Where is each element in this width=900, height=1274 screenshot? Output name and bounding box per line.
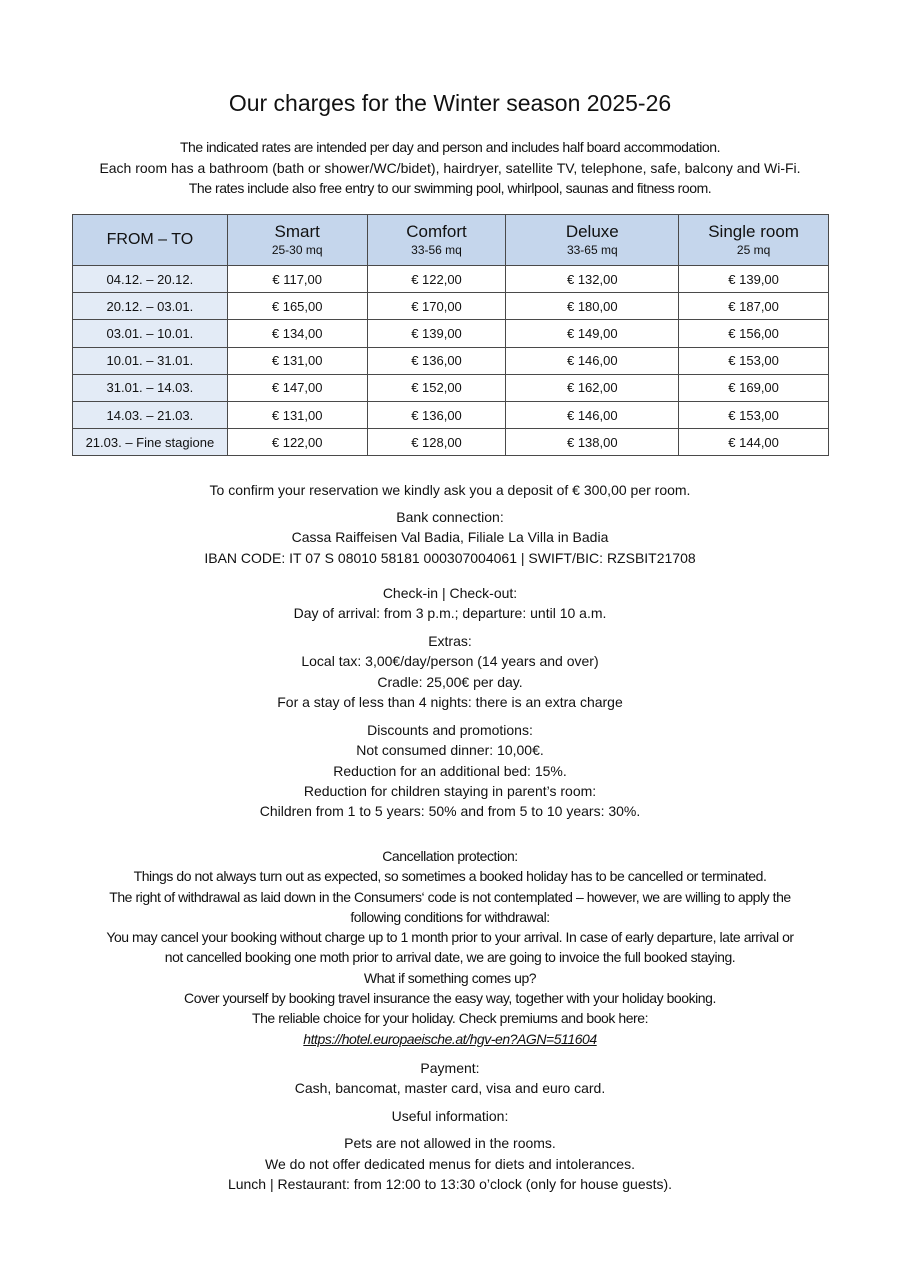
extras-line: Cradle: 25,00€ per day. [377,673,523,690]
discounts-line: Not consumed dinner: 10,00€. [356,742,544,759]
cancellation-line: The right of withdrawal as laid down in the Consumers‘ code is not contemplated – however, we are willing to apply the [109,888,791,905]
price-cell: € 122,00 [367,266,506,293]
table-row [73,347,829,374]
price-cell: € 139,00 [367,320,506,347]
useful-line: Pets are not allowed in the rooms. [344,1135,556,1152]
bank-heading: Bank connection: [396,509,504,525]
header-period: FROM – TO [73,215,228,266]
period-cell: 03.01. – 10.01. [73,320,228,347]
cancellation-line: following conditions for withdrawal: [350,908,550,925]
period-cell: 10.01. – 31.01. [73,347,228,374]
header-room-single [679,215,829,266]
price-cell: € 122,00 [227,429,367,456]
cancellation-section [0,846,900,1049]
price-cell: € 162,00 [506,374,679,401]
period-cell: 21.03. – Fine stagione [73,429,228,456]
deposit-section [0,480,900,500]
cancellation-line: What if something comes up? [363,969,537,986]
period-cell: 31.01. – 14.03. [73,374,228,401]
useful-info-section [0,1106,900,1194]
cancellation-line: Cover yourself by booking travel insurance the easy way, together with your holiday booking. [184,990,716,1007]
header-room-deluxe [506,215,679,266]
price-cell: € 131,00 [227,347,367,374]
useful-heading: Useful information: [391,1108,509,1124]
header-room-smart [227,215,367,266]
table-row [73,429,829,456]
price-cell: € 144,00 [679,429,829,456]
room-size: 25-30 mq [271,243,323,257]
room-size: 33-56 mq [411,243,462,257]
intro-line: Each room has a bathroom (bath or shower/WC/bidet), hairdryer, satellite TV, telephone, safe, balcony and Wi-Fi. [99,159,801,176]
payment-line: Cash, bancomat, master card, visa and euro card. [294,1080,606,1097]
page-title: Our charges for the Winter season 2025-26 [228,90,672,116]
price-cell: € 136,00 [367,401,506,428]
extras-line: For a stay of less than 4 nights: there is an extra charge [277,693,623,710]
cancellation-line: You may cancel your booking without charge up to 1 month prior to your arrival. In case of early departure, late arrival or [106,929,794,946]
price-cell: € 180,00 [506,293,679,320]
room-size: 33-65 mq [566,243,618,257]
cancellation-heading: Cancellation protection: [382,848,518,864]
deposit-text: To confirm your reservation we kindly ask you a deposit of € 300,00 per room. [209,482,691,498]
price-cell: € 147,00 [227,374,367,401]
table-row [73,374,829,401]
bank-line: IBAN CODE: IT 07 S 08010 58181 000307004061 | SWIFT/BIC: RZSBIT21708 [204,549,696,566]
bank-section [0,507,900,568]
price-cell: € 131,00 [227,401,367,428]
discounts-line: Reduction for an additional bed: 15%. [333,762,567,779]
room-name: Comfort [406,222,467,241]
rates-table [72,214,829,456]
cancellation-line: not cancelled booking one moth prior to arrival date, we are going to invoice the full booked staying. [164,949,736,966]
price-cell: € 128,00 [367,429,506,456]
checkin-heading: Check-in | Check-out: [382,585,518,601]
price-cell: € 187,00 [679,293,829,320]
room-name: Smart [274,222,320,241]
price-cell: € 152,00 [367,374,506,401]
table-row [73,320,829,347]
price-cell: € 117,00 [227,266,367,293]
period-cell: 14.03. – 21.03. [73,401,228,428]
intro-line: The indicated rates are intended per day and person and includes half board accommodation. [179,139,721,155]
intro-text [0,137,900,199]
table-header-row [73,215,829,266]
price-cell: € 146,00 [506,347,679,374]
room-size: 25 mq [736,243,771,257]
price-cell: € 165,00 [227,293,367,320]
table-row [73,293,829,320]
period-cell: 20.12. – 03.01. [73,293,228,320]
discounts-section [0,720,900,821]
checkin-section [0,583,900,624]
price-cell: € 134,00 [227,320,367,347]
table-row [73,401,829,428]
cancellation-line: The reliable choice for your holiday. Check premiums and book here: [251,1010,649,1027]
useful-line: We do not offer dedicated menus for diets and intolerances. [265,1155,635,1172]
extras-section [0,631,900,712]
room-name: Single room [708,222,799,241]
price-cell: € 136,00 [367,347,506,374]
useful-line: Lunch | Restaurant: from 12:00 to 13:30 o’clock (only for house guests). [227,1175,673,1192]
intro-line: The rates include also free entry to our swimming pool, whirlpool, saunas and fitness room. [188,180,712,196]
period-cell: 04.12. – 20.12. [73,266,228,293]
price-cell: € 153,00 [679,401,829,428]
discounts-line: Children from 1 to 5 years: 50% and from 5 to 10 years: 30%. [259,803,641,820]
price-cell: € 138,00 [506,429,679,456]
extras-line: Local tax: 3,00€/day/person (14 years and over) [301,653,599,670]
header-room-comfort [367,215,506,266]
price-cell: € 132,00 [506,266,679,293]
table-row [73,266,829,293]
insurance-link[interactable]: https://hotel.europaeische.at/hgv-en?AGN=511604 [303,1030,597,1047]
price-cell: € 149,00 [506,320,679,347]
price-cell: € 169,00 [679,374,829,401]
room-name: Deluxe [565,222,619,241]
price-cell: € 156,00 [679,320,829,347]
cancellation-line: Things do not always turn out as expected, so sometimes a booked holiday has to be cancelled or terminated. [133,868,767,885]
payment-heading: Payment: [420,1060,480,1076]
price-cell: € 170,00 [367,293,506,320]
price-cell: € 139,00 [679,266,829,293]
bank-line: Cassa Raiffeisen Val Badia, Filiale La Villa in Badia [291,529,609,546]
discounts-heading: Discounts and promotions: [367,722,533,738]
extras-heading: Extras: [428,633,472,649]
discounts-line: Reduction for children staying in parent’s room: [303,782,597,799]
price-cell: € 153,00 [679,347,829,374]
checkin-line: Day of arrival: from 3 p.m.; departure: until 10 a.m. [293,605,607,622]
payment-section [0,1058,900,1099]
price-cell: € 146,00 [506,401,679,428]
